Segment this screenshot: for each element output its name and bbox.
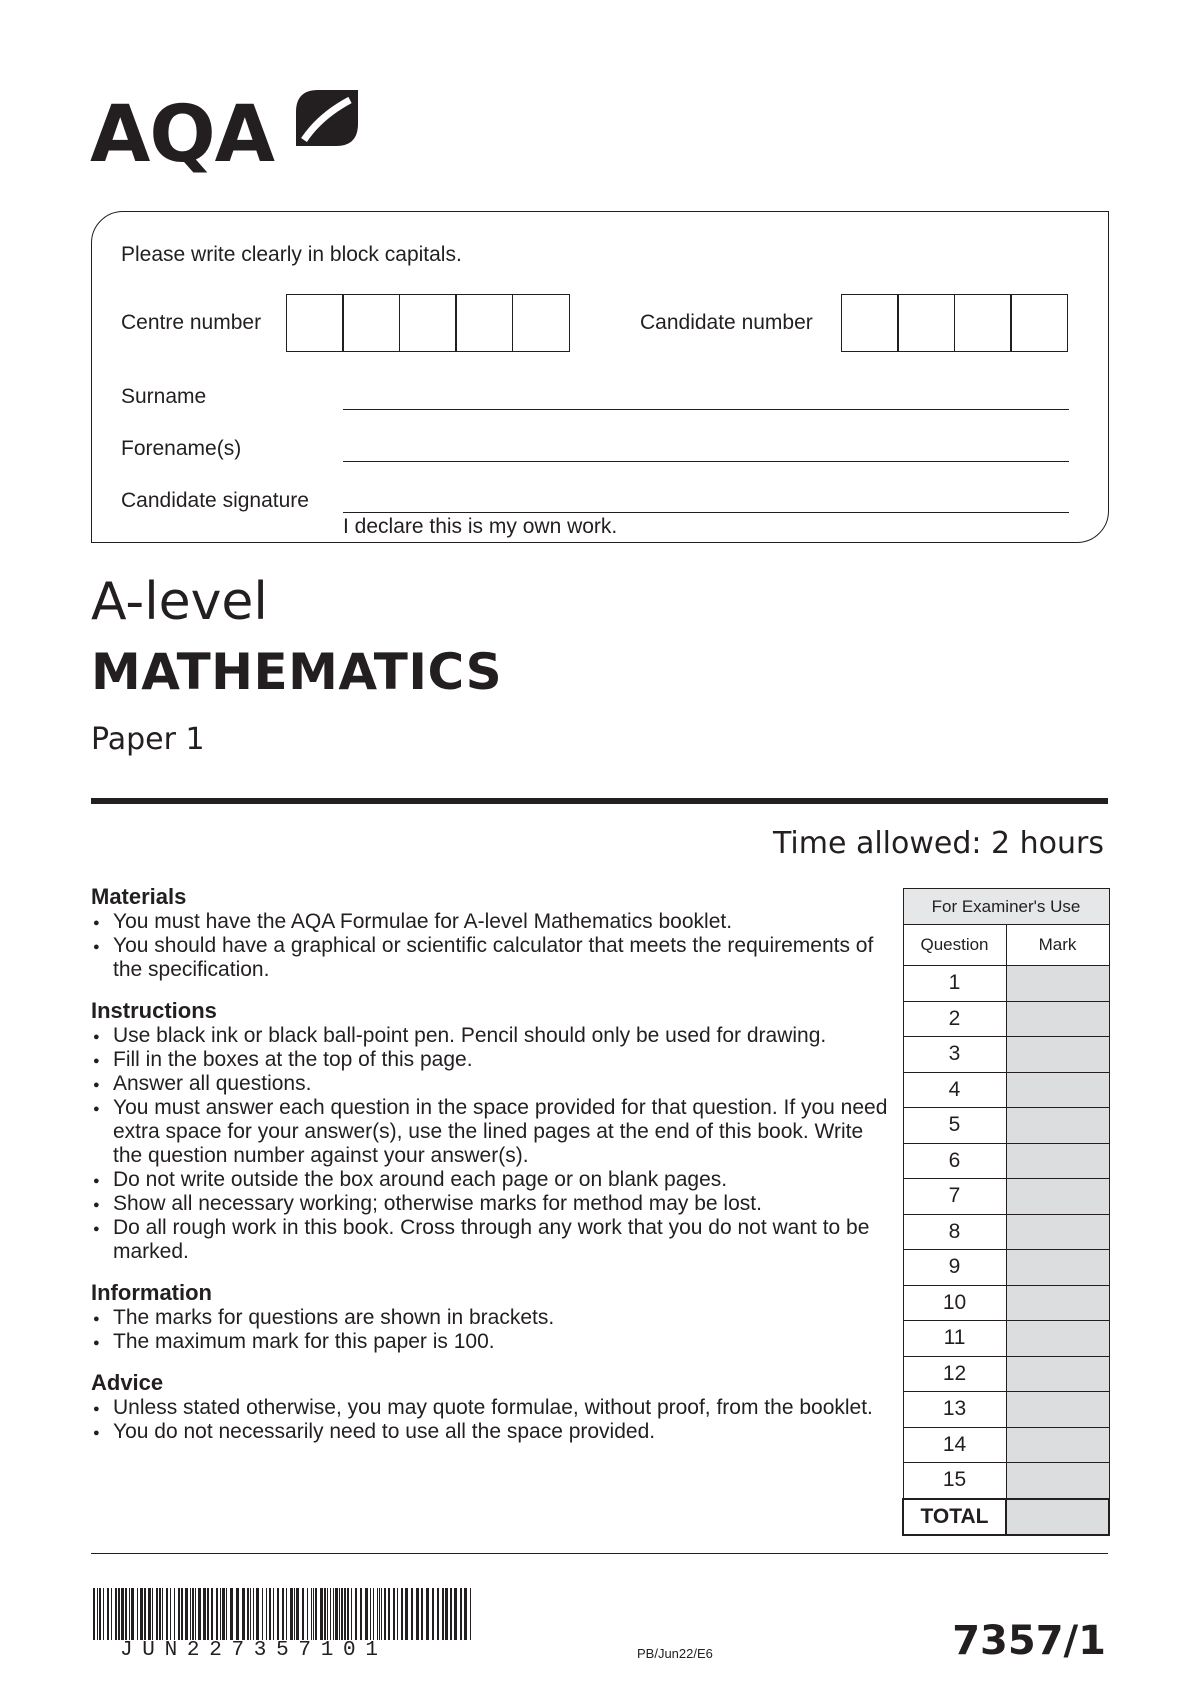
total-mark-cell[interactable] (1006, 1499, 1109, 1535)
signature-field[interactable] (343, 512, 1069, 513)
logo-text: AQA (90, 90, 275, 180)
title-divider (91, 798, 1108, 804)
signature-label: Candidate signature (121, 489, 309, 512)
list-item: ● Do not write outside the box around each page or on blank pages. (91, 1168, 891, 1192)
mark-cell[interactable] (1006, 1143, 1109, 1179)
forenames-field[interactable] (343, 461, 1069, 462)
mark-cell[interactable] (1006, 1108, 1109, 1144)
barcode-bar (211, 1588, 213, 1640)
barcode-bar (379, 1588, 380, 1640)
barcode-bar (236, 1588, 239, 1640)
barcode-bar (381, 1588, 382, 1640)
barcode-bar (384, 1588, 386, 1640)
total-label: TOTAL (903, 1499, 1006, 1535)
barcode-bar (121, 1588, 124, 1640)
declaration-text: I declare this is my own work. (343, 515, 618, 538)
list-item: ● Show all necessary working; otherwise marks for method may be lost. (91, 1192, 891, 1216)
barcode-bar (320, 1588, 323, 1640)
list-item: ● Fill in the boxes at the top of this page. (91, 1048, 891, 1072)
candidate-number-label: Candidate number (640, 311, 813, 334)
mark-column-header: Mark (1006, 925, 1109, 966)
barcode-bar (266, 1588, 267, 1640)
barcode-bar (222, 1588, 225, 1640)
barcode-bar (393, 1588, 395, 1640)
advice-list (91, 1396, 891, 1444)
advice-heading: Advice (91, 1370, 164, 1395)
candidate-number-digit-box[interactable] (897, 294, 955, 352)
barcode-bar (170, 1588, 171, 1640)
barcode-bar (464, 1588, 467, 1640)
barcode-bar (365, 1588, 368, 1640)
question-number: 3 (903, 1037, 1006, 1073)
barcode-bar (454, 1588, 457, 1640)
information-heading: Information (91, 1280, 212, 1305)
centre-number-label: Centre number (121, 311, 262, 334)
barcode-bar (470, 1588, 471, 1640)
barcode-bar (339, 1588, 340, 1640)
centre-number-digit-box[interactable] (399, 294, 457, 352)
question-number: 7 (903, 1179, 1006, 1215)
barcode-bar (315, 1588, 317, 1640)
examiner-table-row (903, 966, 1109, 1002)
list-item: ● The maximum mark for this paper is 100. (91, 1330, 891, 1354)
barcode-bar (129, 1588, 130, 1640)
barcode-bar (159, 1588, 161, 1640)
list-item: ● Do all rough work in this book. Cross through any work that you do not want to be marked. (91, 1216, 891, 1264)
barcode-bar (118, 1588, 120, 1640)
barcode-bar (185, 1588, 188, 1640)
question-number: 1 (903, 966, 1006, 1002)
barcode-bar (162, 1588, 163, 1640)
barcode-bar (192, 1588, 194, 1640)
question-number: 13 (903, 1392, 1006, 1428)
barcode-bar (262, 1588, 263, 1640)
barcode-bar (226, 1588, 227, 1640)
barcode-bar (341, 1588, 343, 1640)
barcode-bar (144, 1588, 146, 1640)
list-item: ● Answer all questions. (91, 1072, 891, 1096)
examiner-table-row (903, 1392, 1109, 1428)
block-capitals-instruction: Please write clearly in block capitals. (121, 243, 462, 266)
barcode-bar (294, 1588, 295, 1640)
barcode (93, 1588, 473, 1640)
barcode-bar (460, 1588, 462, 1640)
examiner-table-row (903, 1214, 1109, 1250)
barcode-bar (115, 1588, 117, 1640)
aqa-logo (90, 88, 360, 183)
barcode-bar (401, 1588, 403, 1640)
centre-number-field[interactable] (287, 294, 570, 352)
barcode-bar (137, 1588, 138, 1640)
surname-field[interactable] (343, 409, 1069, 410)
question-number: 14 (903, 1427, 1006, 1463)
paper-number: Paper 1 (91, 722, 205, 757)
barcode-bar (174, 1588, 175, 1640)
instructions-list (91, 1024, 891, 1264)
examiner-table-row (903, 1001, 1109, 1037)
barcode-bar (97, 1588, 98, 1640)
question-number: 15 (903, 1463, 1006, 1499)
question-number: 6 (903, 1143, 1006, 1179)
list-item: ● Use black ink or black ball-point pen. Pencil should only be used for drawing. (91, 1024, 891, 1048)
barcode-bar (216, 1588, 218, 1640)
barcode-bar (230, 1588, 233, 1640)
barcode-bar (203, 1588, 206, 1640)
barcode-bar (324, 1588, 326, 1640)
list-item: ● You must answer each question in the space provided for that question. If you need extra space for your answer(s), use the lined pages at the end of this book. Write the question number against your answer(s). (91, 1096, 891, 1168)
barcode-bar (450, 1588, 452, 1640)
mark-cell[interactable] (1006, 1179, 1109, 1215)
subject-title: MATHEMATICS (91, 643, 503, 701)
barcode-bar (256, 1588, 259, 1640)
barcode-bar (432, 1588, 434, 1640)
barcode-bar (377, 1588, 378, 1640)
barcode-bar (190, 1588, 191, 1640)
barcode-bar (421, 1588, 423, 1640)
examiner-table-row (903, 1250, 1109, 1286)
candidate-number-field[interactable] (842, 294, 1068, 352)
barcode-bar (426, 1588, 429, 1640)
barcode-bar (282, 1588, 284, 1640)
question-number: 2 (903, 1001, 1006, 1037)
barcode-bar (247, 1588, 249, 1640)
barcode-bar (103, 1588, 104, 1640)
barcode-bar (445, 1588, 448, 1640)
barcode-bar (178, 1588, 180, 1640)
barcode-bar (347, 1588, 349, 1640)
barcode-bar (242, 1588, 245, 1640)
mark-cell[interactable] (1006, 1001, 1109, 1037)
centre-number-digit-box[interactable] (286, 294, 344, 352)
qualification-level: A-level (91, 572, 268, 632)
barcode-bar (277, 1588, 279, 1640)
front-page-instructions (91, 884, 891, 1460)
list-item: ● Unless stated otherwise, you may quote formulae, without proof, from the booklet. (91, 1396, 891, 1420)
barcode-bar (437, 1588, 439, 1640)
barcode-bar (286, 1588, 287, 1640)
candidate-number-digit-box[interactable] (954, 294, 1012, 352)
barcode-bar (355, 1588, 357, 1640)
barcode-bar (125, 1588, 127, 1640)
barcode-bar (156, 1588, 158, 1640)
list-item: ● You do not necessarily need to use all the space provided. (91, 1420, 891, 1444)
barcode-bar (290, 1588, 293, 1640)
candidate-number-digit-box[interactable] (841, 294, 899, 352)
mark-cell[interactable] (1006, 1285, 1109, 1321)
mark-cell[interactable] (1006, 966, 1109, 1002)
examiner-table-row (903, 1427, 1109, 1463)
barcode-bar (333, 1588, 334, 1640)
barcode-bar (253, 1588, 254, 1640)
barcode-bar (111, 1588, 112, 1640)
candidate-details-box (91, 211, 1109, 543)
barcode-bar (416, 1588, 419, 1640)
centre-number-digit-box[interactable] (512, 294, 570, 352)
information-list (91, 1306, 891, 1354)
question-number: 4 (903, 1072, 1006, 1108)
information-section (91, 1280, 891, 1354)
barcode-bar (296, 1588, 299, 1640)
reference-code: PB/Jun22/E6 (637, 1646, 713, 1661)
materials-list (91, 910, 891, 982)
barcode-bar (166, 1588, 168, 1640)
mark-cell[interactable] (1006, 1463, 1109, 1499)
candidate-number-digit-box[interactable] (1010, 294, 1068, 352)
centre-number-digit-box[interactable] (342, 294, 400, 352)
mark-cell[interactable] (1006, 1321, 1109, 1357)
barcode-bar (335, 1588, 338, 1640)
examiner-table-row (903, 1321, 1109, 1357)
centre-number-digit-box[interactable] (455, 294, 513, 352)
examiner-table-row (903, 1356, 1109, 1392)
barcode-bar (250, 1588, 251, 1640)
list-item: ● You must have the AQA Formulae for A-level Mathematics booklet. (91, 910, 891, 934)
barcode-bar (99, 1588, 101, 1640)
barcode-bar (195, 1588, 196, 1640)
question-number: 8 (903, 1214, 1006, 1250)
question-number: 10 (903, 1285, 1006, 1321)
barcode-bar (330, 1588, 331, 1640)
examiner-table-row (903, 1179, 1109, 1215)
question-number: 12 (903, 1356, 1006, 1392)
examiner-table-row (903, 1108, 1109, 1144)
barcode-bar (93, 1588, 95, 1640)
examiner-use-heading: For Examiner's Use (903, 889, 1109, 925)
barcode-bar (311, 1588, 312, 1640)
paper-code: 7357/1 (952, 1618, 1106, 1664)
barcode-bar (373, 1588, 374, 1640)
mark-cell[interactable] (1006, 1250, 1109, 1286)
barcode-bar (313, 1588, 314, 1640)
barcode-bar (344, 1588, 346, 1640)
list-item: ● The marks for questions are shown in brackets. (91, 1306, 891, 1330)
barcode-bar (269, 1588, 271, 1640)
mark-cell[interactable] (1006, 1072, 1109, 1108)
barcode-bar (220, 1588, 221, 1640)
time-allowed: Time allowed: 2 hours (772, 826, 1104, 861)
barcode-bar (131, 1588, 134, 1640)
barcode-bar (327, 1588, 328, 1640)
footer-divider (91, 1553, 1108, 1554)
barcode-bar (442, 1588, 444, 1640)
mark-cell[interactable] (1006, 1356, 1109, 1392)
surname-label: Surname (121, 385, 207, 408)
mark-cell[interactable] (1006, 1427, 1109, 1463)
materials-section (91, 884, 891, 982)
list-item: ● You should have a graphical or scientific calculator that meets the requirements of the specification. (91, 934, 891, 982)
barcode-bar (152, 1588, 153, 1640)
examiner-use-table (902, 888, 1110, 1536)
barcode-bar (302, 1588, 304, 1640)
mark-cell[interactable] (1006, 1214, 1109, 1250)
barcode-bar (107, 1588, 109, 1640)
examiner-table-row (903, 1037, 1109, 1073)
materials-heading: Materials (91, 884, 187, 909)
barcode-bar (397, 1588, 398, 1640)
mark-cell[interactable] (1006, 1392, 1109, 1428)
barcode-bar (207, 1588, 209, 1640)
mark-cell[interactable] (1006, 1037, 1109, 1073)
barcode-bar (351, 1588, 352, 1640)
examiner-table-row (903, 1143, 1109, 1179)
barcode-bar (181, 1588, 183, 1640)
barcode-bar (198, 1588, 201, 1640)
barcode-bar (370, 1588, 371, 1640)
examiner-table-row (903, 1072, 1109, 1108)
barcode-bar (411, 1588, 413, 1640)
leaf-icon (296, 90, 358, 146)
question-number: 5 (903, 1108, 1006, 1144)
question-number: 9 (903, 1250, 1006, 1286)
barcode-bar (273, 1588, 274, 1640)
advice-section (91, 1370, 891, 1444)
barcode-bar (140, 1588, 143, 1640)
barcode-bar (148, 1588, 151, 1640)
examiner-table-row (903, 1285, 1109, 1321)
examiner-table-row (903, 1463, 1109, 1499)
forenames-label: Forename(s) (121, 437, 242, 460)
barcode-digits: JUN227357101 (120, 1639, 388, 1662)
instructions-section (91, 998, 891, 1264)
barcode-bar (388, 1588, 390, 1640)
instructions-heading: Instructions (91, 998, 217, 1023)
barcode-bar (405, 1588, 408, 1640)
question-number: 11 (903, 1321, 1006, 1357)
question-column-header: Question (903, 925, 1006, 966)
barcode-bar (360, 1588, 362, 1640)
barcode-bar (307, 1588, 308, 1640)
